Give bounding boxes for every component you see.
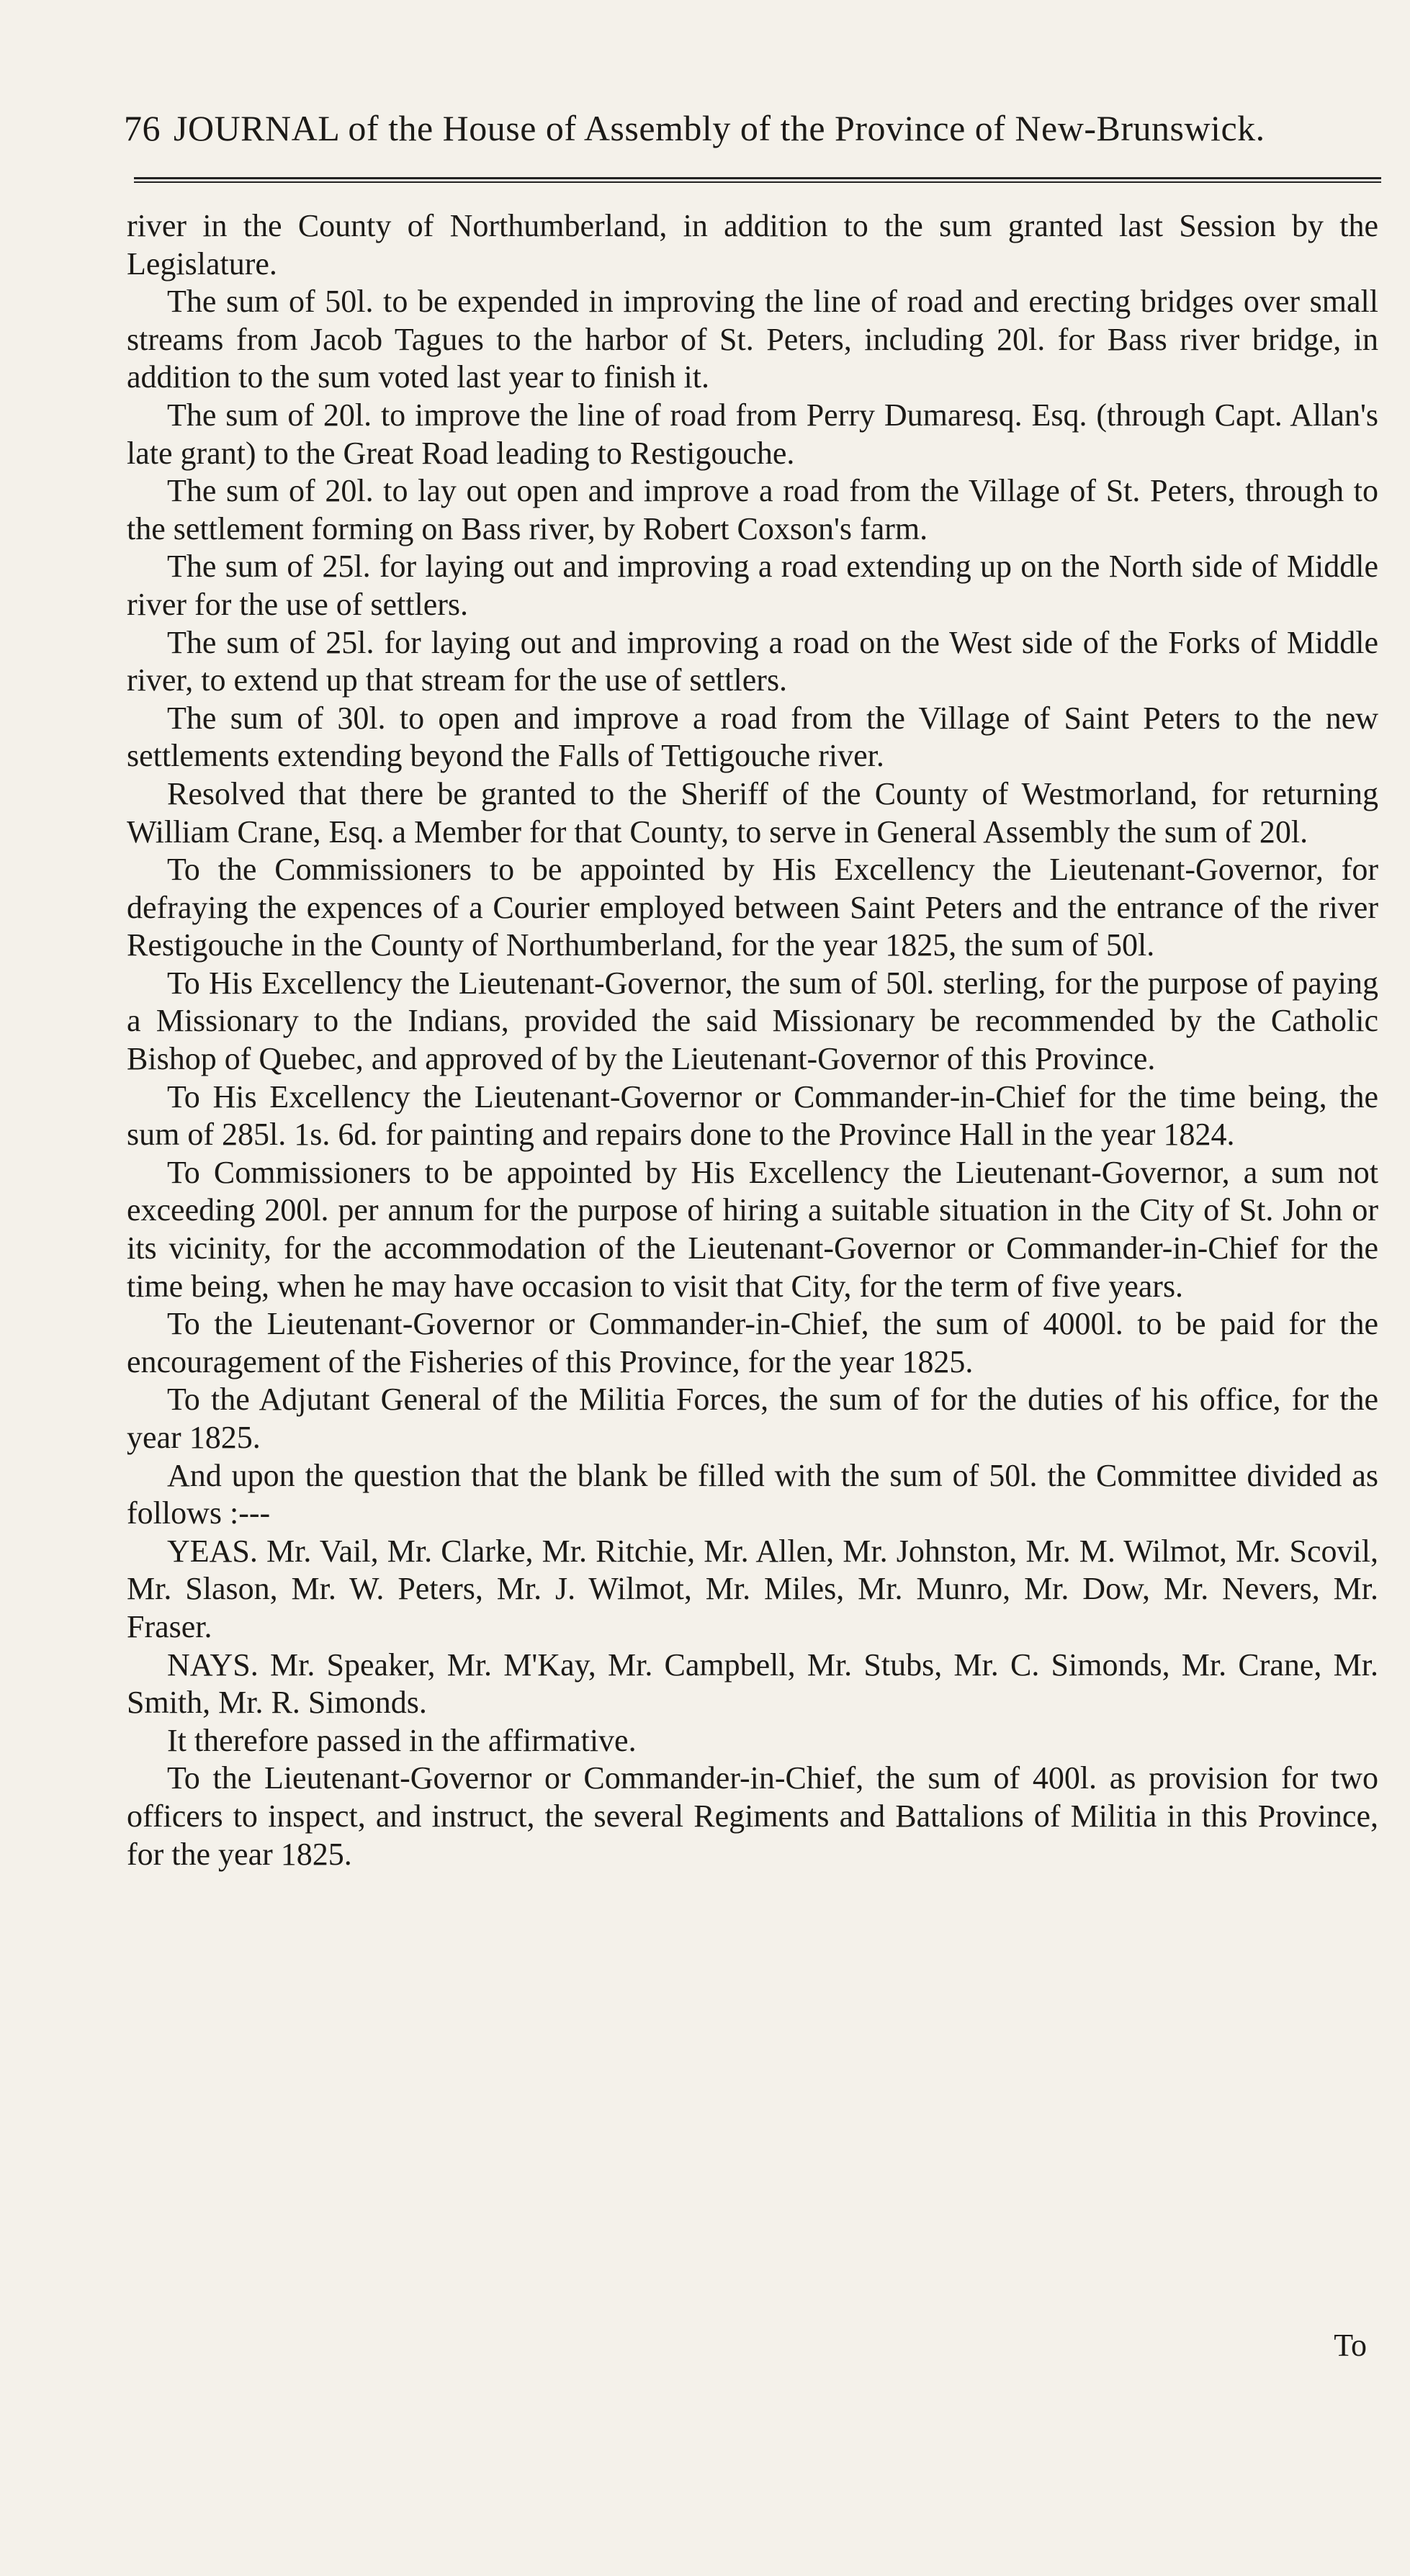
running-header (124, 107, 1377, 150)
paragraph: To the Commissioners to be appointed by His Excellency the Lieutenant-Governor, for defraying the expences of a Courier employed between Saint Peters and the entrance of the river Restigouche in the County of Northumberland, for the year 1825, the sum of 50l. (127, 852, 1378, 963)
paragraph: To His Excellency the Lieutenant-Governor or Commander-in-Chief for the time being, the sum of 285l. 1s. 6d. for painting and repairs done to the Province Hall in the year 1824. (127, 1078, 1378, 1153)
paragraph: To the Lieutenant-Governor or Commander-in-Chief, the sum of 4000l. to be paid for the encouragement of the Fisheries of this Province, for the year 1825. (127, 1306, 1378, 1379)
running-title: JOURNAL of the House of Assembly of the Province of New-Brunswick. (174, 108, 1265, 148)
paragraph: YEAS. Mr. Vail, Mr. Clarke, Mr. Ritchie, Mr. Allen, Mr. Johnston, Mr. M. Wilmot, Mr. Scovil, Mr. Slason, Mr. W. Peters, Mr. J. Wilmot, Mr. Miles, Mr. Munro, Mr. Dow, Mr. Nevers, Mr. Fraser. (127, 1533, 1378, 1644)
paragraph: Resolved that there be granted to the Sheriff of the County of Westmorland, for returning William Crane, Esq. a Member for that County, to serve in General Assembly the sum of 20l. (127, 775, 1378, 850)
paragraph: To the Lieutenant-Governor or Commander-in-Chief, the sum of 400l. as provision for two officers to inspect, and instruct, the several Regiments and Battalions of Militia in this Province, for the year 1825. (127, 1760, 1378, 1872)
paragraph: The sum of 30l. to open and improve a road from the Village of Saint Peters to the new settlements extending beyond the Falls of Tettigouche river. (127, 700, 1378, 774)
header-rule (134, 177, 1381, 183)
paragraph: The sum of 50l. to be expended in improving the line of road and erecting bridges over small streams from Jacob Tagues to the harbor of St. Peters, including 20l. for Bass river bridge, in addition to the sum voted last year to finish it. (127, 284, 1378, 395)
catchword: To (1334, 2328, 1367, 2363)
paragraph: To Commissioners to be appointed by His Excellency the Lieutenant-Governor, a sum not exceeding 200l. per annum for the purpose of hiring a suitable situation in the City of St. John or its vicinity, for the accommodation of the Lieutenant-Governor or Commander-in-Chief for the time being, when he may have occasion to visit that City, for the term of five years. (127, 1154, 1378, 1304)
body-text (127, 207, 1378, 1873)
paragraph: To the Adjutant General of the Militia Forces, the sum of for the duties of his office, for the year 1825. (127, 1382, 1378, 1455)
paragraph: The sum of 20l. to lay out open and improve a road from the Village of St. Peters, through to the settlement forming on Bass river, by Robert Coxson's farm. (127, 473, 1378, 546)
paragraph: The sum of 25l. for laying out and improving a road extending up on the North side of Middle river for the use of settlers. (127, 549, 1378, 622)
page-number: 76 (124, 108, 161, 148)
paragraph: It therefore passed in the affirmative. (167, 1722, 637, 1758)
paragraph: river in the County of Northumberland, in addition to the sum granted last Session by the Legislature. (127, 208, 1378, 282)
paragraph: The sum of 20l. to improve the line of road from Perry Dumaresq. Esq. (through Capt. Allan's late grant) to the Great Road leading to Restigouche. (127, 397, 1378, 471)
paragraph: NAYS. Mr. Speaker, Mr. M'Kay, Mr. Campbell, Mr. Stubs, Mr. C. Simonds, Mr. Crane, Mr. Smith, Mr. R. Simonds. (127, 1647, 1378, 1721)
paragraph: To His Excellency the Lieutenant-Governor, the sum of 50l. sterling, for the purpose of paying a Missionary to the Indians, provided the said Missionary be recommended by the Catholic Bishop of Quebec, and approved of by the Lieutenant-Governor of this Province. (127, 965, 1378, 1077)
paragraph: The sum of 25l. for laying out and improving a road on the West side of the Forks of Middle river, to extend up that stream for the use of settlers. (127, 624, 1378, 698)
paragraph: And upon the question that the blank be filled with the sum of 50l. the Committee divided as follows :--- (127, 1457, 1378, 1531)
